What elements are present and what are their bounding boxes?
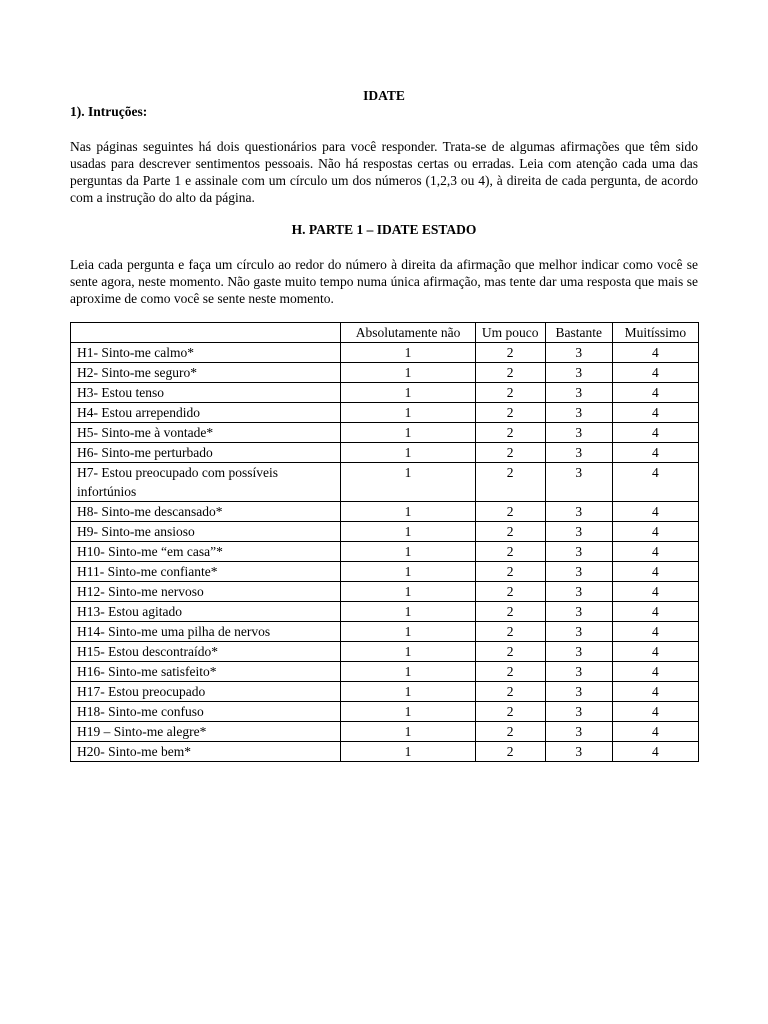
option-3[interactable]: 3 <box>545 383 612 403</box>
option-3[interactable]: 3 <box>545 502 612 522</box>
option-4[interactable]: 4 <box>612 423 698 443</box>
item-label: H13- Estou agitado <box>71 602 341 622</box>
option-3[interactable]: 3 <box>545 363 612 383</box>
option-2[interactable]: 2 <box>475 642 545 662</box>
option-4[interactable]: 4 <box>612 363 698 383</box>
option-2[interactable]: 2 <box>475 443 545 463</box>
option-2[interactable]: 2 <box>475 383 545 403</box>
item-label: H1- Sinto-me calmo* <box>71 343 341 363</box>
option-1[interactable]: 1 <box>341 403 475 423</box>
option-1[interactable]: 1 <box>341 622 475 642</box>
table-row <box>71 602 699 622</box>
option-1[interactable]: 1 <box>341 502 475 522</box>
option-2[interactable]: 2 <box>475 702 545 722</box>
table-row <box>71 582 699 602</box>
option-3[interactable]: 3 <box>545 642 612 662</box>
option-4[interactable]: 4 <box>612 702 698 722</box>
table-row <box>71 662 699 682</box>
option-1[interactable]: 1 <box>341 722 475 742</box>
option-3[interactable]: 3 <box>545 682 612 702</box>
option-4[interactable]: 4 <box>612 582 698 602</box>
option-3[interactable]: 3 <box>545 562 612 582</box>
table-row <box>71 722 699 742</box>
item-label: H6- Sinto-me perturbado <box>71 443 341 463</box>
option-4[interactable]: 4 <box>612 602 698 622</box>
item-label: H19 – Sinto-me alegre* <box>71 722 341 742</box>
option-2[interactable]: 2 <box>475 343 545 363</box>
header-absolutamente-nao: Absolutamente não <box>341 323 475 343</box>
header-item <box>71 323 341 343</box>
option-1[interactable]: 1 <box>341 383 475 403</box>
option-2[interactable]: 2 <box>475 423 545 443</box>
table-row <box>71 423 699 443</box>
table-row <box>71 363 699 383</box>
item-label: H10- Sinto-me “em casa”* <box>71 542 341 562</box>
header-muitissimo: Muitíssimo <box>612 323 698 343</box>
table-row <box>71 542 699 562</box>
option-1[interactable]: 1 <box>341 562 475 582</box>
option-4[interactable]: 4 <box>612 443 698 463</box>
table-body <box>71 343 699 762</box>
table-row <box>71 742 699 762</box>
item-label: H5- Sinto-me à vontade* <box>71 423 341 443</box>
table-row <box>71 463 699 502</box>
table-row <box>71 522 699 542</box>
table-row <box>71 443 699 463</box>
option-4[interactable]: 4 <box>612 742 698 762</box>
option-3[interactable]: 3 <box>545 742 612 762</box>
option-1[interactable]: 1 <box>341 423 475 443</box>
option-4[interactable]: 4 <box>612 682 698 702</box>
table-row <box>71 383 699 403</box>
option-4[interactable]: 4 <box>612 542 698 562</box>
item-label: H14- Sinto-me uma pilha de nervos <box>71 622 341 642</box>
option-1[interactable]: 1 <box>341 662 475 682</box>
item-label: H17- Estou preocupado <box>71 682 341 702</box>
option-2[interactable]: 2 <box>475 542 545 562</box>
option-2[interactable]: 2 <box>475 562 545 582</box>
intro-paragraph: Nas páginas seguintes há dois questionários para você responder. Trata-se de algumas afirmações que têm sido usadas para descrever sentimentos pessoais. Não há respostas certas ou erradas. Leia com atenção cada uma das perguntas da Parte 1 e assinale com um círculo um dos números (1,2,3 ou 4), à direita de cada pergunta, de acordo com a instrução do alto da página. <box>70 139 698 205</box>
item-label: H15- Estou descontraído* <box>71 642 341 662</box>
table-row <box>71 403 699 423</box>
table-row <box>71 642 699 662</box>
option-2[interactable]: 2 <box>475 463 545 502</box>
option-1[interactable]: 1 <box>341 702 475 722</box>
option-1[interactable]: 1 <box>341 463 475 502</box>
option-2[interactable]: 2 <box>475 522 545 542</box>
item-label: H9- Sinto-me ansioso <box>71 522 341 542</box>
option-2[interactable]: 2 <box>475 722 545 742</box>
option-4[interactable]: 4 <box>612 502 698 522</box>
table-row <box>71 502 699 522</box>
header-bastante: Bastante <box>545 323 612 343</box>
item-label: H7- Estou preocupado com possíveis infortúnios <box>71 463 341 502</box>
table-row <box>71 343 699 363</box>
option-3[interactable]: 3 <box>545 542 612 562</box>
option-1[interactable]: 1 <box>341 443 475 463</box>
item-label: H8- Sinto-me descansado* <box>71 502 341 522</box>
option-1[interactable]: 1 <box>341 363 475 383</box>
item-label: H3- Estou tenso <box>71 383 341 403</box>
option-4[interactable]: 4 <box>612 642 698 662</box>
option-3[interactable]: 3 <box>545 443 612 463</box>
option-2[interactable]: 2 <box>475 662 545 682</box>
option-2[interactable]: 2 <box>475 363 545 383</box>
option-1[interactable]: 1 <box>341 522 475 542</box>
option-4[interactable]: 4 <box>612 662 698 682</box>
item-label: H4- Estou arrependido <box>71 403 341 423</box>
document-title: IDATE <box>363 88 405 103</box>
option-3[interactable]: 3 <box>545 722 612 742</box>
option-4[interactable]: 4 <box>612 463 698 502</box>
table-row <box>71 702 699 722</box>
idate-scale-table <box>70 322 699 762</box>
option-2[interactable]: 2 <box>475 602 545 622</box>
option-4[interactable]: 4 <box>612 343 698 363</box>
option-4[interactable]: 4 <box>612 383 698 403</box>
option-4[interactable]: 4 <box>612 622 698 642</box>
option-3[interactable]: 3 <box>545 423 612 443</box>
option-2[interactable]: 2 <box>475 682 545 702</box>
option-4[interactable]: 4 <box>612 722 698 742</box>
table-row <box>71 622 699 642</box>
item-label: H20- Sinto-me bem* <box>71 742 341 762</box>
option-3[interactable]: 3 <box>545 622 612 642</box>
option-1[interactable]: 1 <box>341 642 475 662</box>
item-label: H2- Sinto-me seguro* <box>71 363 341 383</box>
option-4[interactable]: 4 <box>612 522 698 542</box>
option-3[interactable]: 3 <box>545 522 612 542</box>
option-2[interactable]: 2 <box>475 502 545 522</box>
item-label: H16- Sinto-me satisfeito* <box>71 662 341 682</box>
option-4[interactable]: 4 <box>612 403 698 423</box>
option-4[interactable]: 4 <box>612 562 698 582</box>
table-row <box>71 682 699 702</box>
option-3[interactable]: 3 <box>545 582 612 602</box>
option-1[interactable]: 1 <box>341 542 475 562</box>
item-label: H11- Sinto-me confiante* <box>71 562 341 582</box>
table-header-row <box>71 323 699 343</box>
section-heading: H. PARTE 1 – IDATE ESTADO <box>291 222 477 237</box>
item-label: H12- Sinto-me nervoso <box>71 582 341 602</box>
option-3[interactable]: 3 <box>545 702 612 722</box>
option-1[interactable]: 1 <box>341 343 475 363</box>
option-3[interactable]: 3 <box>545 602 612 622</box>
option-1[interactable]: 1 <box>341 602 475 622</box>
section-paragraph: Leia cada pergunta e faça um círculo ao redor do número à direita da afirmação que melhor indicar como você se sente agora, neste momento. Não gaste muito tempo numa única afirmação, mas tente dar uma resposta que mais se aproxime de como você se sente neste momento. <box>70 257 698 306</box>
option-3[interactable]: 3 <box>545 662 612 682</box>
option-3[interactable]: 3 <box>545 403 612 423</box>
option-3[interactable]: 3 <box>545 343 612 363</box>
option-2[interactable]: 2 <box>475 742 545 762</box>
option-3[interactable]: 3 <box>545 463 612 502</box>
option-2[interactable]: 2 <box>475 582 545 602</box>
option-1[interactable]: 1 <box>341 742 475 762</box>
table-row <box>71 562 699 582</box>
option-2[interactable]: 2 <box>475 403 545 423</box>
option-1[interactable]: 1 <box>341 682 475 702</box>
instructions-heading: 1). Intruções: <box>70 104 148 119</box>
option-2[interactable]: 2 <box>475 622 545 642</box>
item-label: H18- Sinto-me confuso <box>71 702 341 722</box>
header-um-pouco: Um pouco <box>475 323 545 343</box>
option-1[interactable]: 1 <box>341 582 475 602</box>
